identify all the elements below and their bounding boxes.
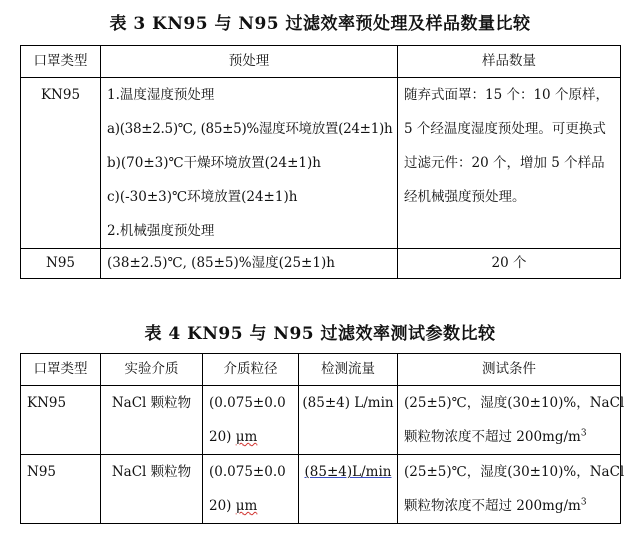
table4-caption: 表 4 KN95 与 N95 过滤效率测试参数比较: [144, 324, 496, 344]
table4-header-conditions: 测试条件: [398, 354, 621, 386]
table3-quantity-cell: 随弃式面罩：15 个：10 个原样，5 个经温度湿度预处理。可更换式过滤元件：20 个，增加 5 个样品经机械强度预处理。: [398, 78, 621, 249]
pretreatment-line: b)(70±3)℃干燥环境放置(24±1)h: [107, 155, 321, 171]
table4-row-n95: [21, 455, 621, 524]
table4-test-parameter-comparison: [20, 353, 625, 524]
table3-header-pretreatment: 预处理: [101, 46, 398, 78]
size-value: 20): [209, 429, 236, 445]
table4-row-kn95: [21, 386, 621, 455]
table3-header-quantity: 样品数量: [398, 46, 621, 78]
table4-flow-cell: (85±4) L/min: [299, 386, 398, 455]
table3-pretreatment-cell: (38±2.5)℃, (85±5)%湿度(25±1)h: [101, 249, 398, 279]
table3-row-kn95: [21, 78, 621, 249]
superscript: 3: [580, 428, 587, 439]
table3-type-cell: N95: [21, 249, 101, 279]
condition-line: [404, 420, 614, 454]
table4-header-row: [21, 354, 621, 386]
table3-caption: 表 3 KN95 与 N95 过滤效率预处理及样品数量比较: [109, 14, 531, 34]
table3-type-cell: KN95: [21, 78, 101, 249]
table4-type-cell: N95: [21, 455, 101, 524]
table4-header-medium: 实验介质: [101, 354, 203, 386]
table4-medium-cell: NaCl 颗粒物: [101, 386, 203, 455]
condition-line: (25±5)℃，湿度(30±10)%，NaCl: [404, 395, 625, 411]
table4-condition-cell: [398, 386, 625, 455]
table3-header-mask-type: 口罩类型: [21, 46, 101, 78]
table3-quantity-cell: 20 个: [398, 249, 621, 279]
size-unit: μm: [235, 498, 258, 514]
size-line: (0.075±0.0: [209, 395, 286, 411]
pretreatment-line: a)(38±2.5)℃, (85±5)%湿度环境放置(24±1)h: [107, 121, 393, 137]
table4-type-cell: KN95: [21, 386, 101, 455]
pretreatment-line: 2.机械强度预处理: [107, 223, 215, 239]
size-line: [209, 489, 292, 523]
table4-flow-cell: [299, 455, 398, 524]
superscript: 3: [580, 497, 587, 508]
size-value: 20): [209, 498, 236, 514]
table3-pretreatment-comparison: [20, 45, 621, 279]
size-unit: μm: [235, 429, 258, 445]
table4-header-mask-type: 口罩类型: [21, 354, 101, 386]
size-line: (0.075±0.0: [209, 464, 286, 480]
table3-pretreatment-cell: [101, 78, 398, 249]
table4-header-particle-size: 介质粒径: [203, 354, 299, 386]
flow-value: (85±4)L/min: [304, 464, 392, 480]
table3-header-row: [21, 46, 621, 78]
table4-condition-cell: [398, 455, 625, 524]
table4-header-flow-rate: 检测流量: [299, 354, 398, 386]
table4-size-cell: [203, 455, 299, 524]
condition-text: 颗粒物浓度不超过 200mg/m: [404, 429, 581, 445]
pretreatment-line: 1.温度湿度预处理: [107, 87, 215, 103]
size-line: [209, 420, 292, 454]
table4-medium-cell: NaCl 颗粒物: [101, 455, 203, 524]
pretreatment-line: c)(-30±3)℃环境放置(24±1)h: [107, 189, 298, 205]
condition-line: [404, 489, 614, 523]
table4-size-cell: [203, 386, 299, 455]
condition-text: 颗粒物浓度不超过 200mg/m: [404, 498, 581, 514]
table3-row-n95: [21, 249, 621, 279]
condition-line: (25±5)℃，湿度(30±10)%，NaCl: [404, 464, 625, 480]
